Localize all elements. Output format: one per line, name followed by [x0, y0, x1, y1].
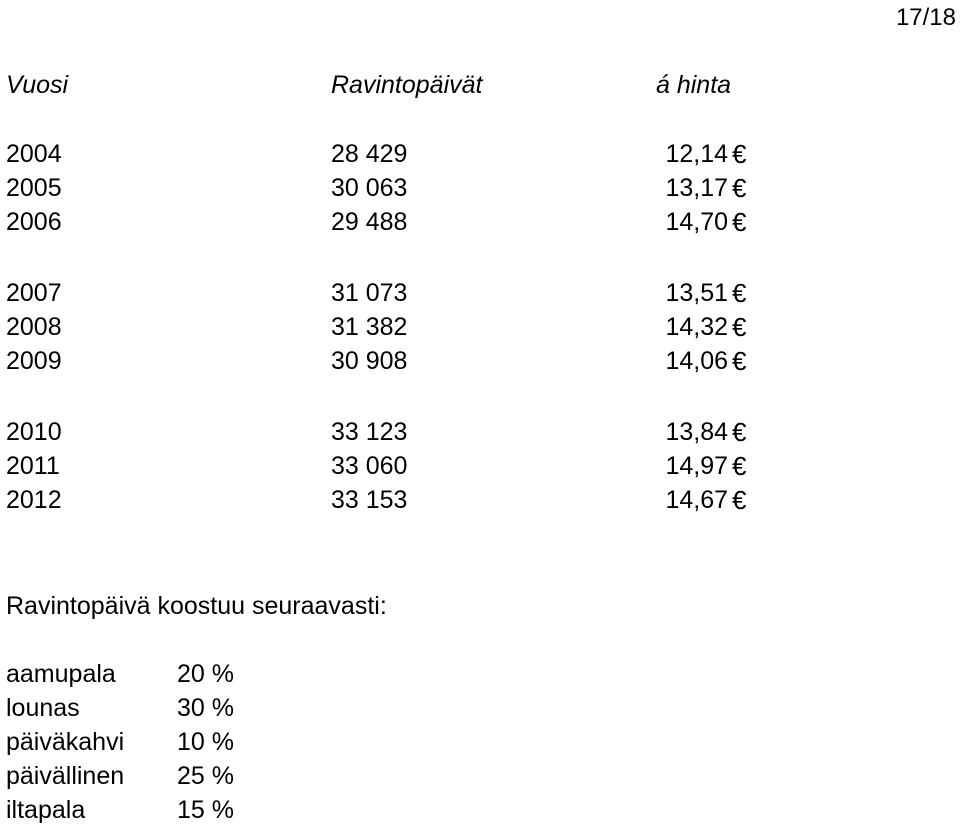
list-item — [0, 759, 400, 793]
euro-icon: € — [732, 312, 747, 342]
table-row — [0, 171, 960, 205]
list-item — [0, 691, 400, 725]
cell-price: 14,06 — [665, 347, 728, 375]
cell-year: 2005 — [6, 174, 62, 202]
meal-name: aamupala — [6, 660, 116, 688]
table-row — [0, 483, 960, 517]
meal-name: päivällinen — [6, 762, 125, 790]
cell-price: 14,32 — [665, 313, 728, 341]
cell-days: 29 488 — [331, 208, 408, 236]
euro-icon: € — [732, 207, 747, 237]
table-row — [0, 415, 960, 449]
cell-year: 2012 — [6, 486, 62, 514]
meal-share: 10 % — [177, 728, 234, 756]
cell-price: 14,70 — [665, 208, 728, 236]
list-item — [0, 793, 400, 827]
cell-days: 33 060 — [331, 452, 408, 480]
euro-icon: € — [732, 417, 747, 447]
list-item — [0, 725, 400, 759]
cell-year: 2009 — [6, 347, 62, 375]
cell-days: 30 908 — [331, 347, 408, 375]
cell-price: 13,51 — [665, 279, 728, 307]
cell-days: 31 382 — [331, 313, 408, 341]
cell-year: 2006 — [6, 208, 62, 236]
table-row — [0, 449, 960, 483]
cell-price: 12,14 — [665, 140, 728, 168]
meal-name: iltapala — [6, 796, 86, 824]
euro-icon: € — [732, 346, 747, 376]
euro-icon: € — [732, 278, 747, 308]
table-row — [0, 344, 960, 378]
cell-days: 31 073 — [331, 279, 408, 307]
meal-share: 25 % — [177, 762, 234, 790]
euro-icon: € — [732, 485, 747, 515]
meal-share: 30 % — [177, 694, 234, 722]
table-row — [0, 276, 960, 310]
cell-year: 2004 — [6, 140, 62, 168]
table-row — [0, 137, 960, 171]
table-row — [0, 205, 960, 239]
euro-icon: € — [732, 451, 747, 481]
meal-share: 20 % — [177, 660, 234, 688]
cell-days: 33 123 — [331, 418, 408, 446]
cell-price: 14,67 — [665, 486, 728, 514]
cell-year: 2007 — [6, 279, 62, 307]
cell-price: 13,84 — [665, 418, 728, 446]
cell-year: 2010 — [6, 418, 62, 446]
meal-share: 15 % — [177, 796, 234, 824]
header-price: á hinta — [656, 71, 732, 99]
cell-price: 14,97 — [665, 452, 728, 480]
meal-name: päiväkahvi — [6, 728, 125, 756]
euro-icon: € — [732, 139, 747, 169]
cell-days: 30 063 — [331, 174, 408, 202]
meal-name: lounas — [6, 694, 80, 722]
composition-intro: Ravintopäivä koostuu seuraavasti: — [6, 592, 387, 620]
header-year: Vuosi — [6, 71, 69, 99]
list-item — [0, 657, 400, 691]
euro-icon: € — [732, 173, 747, 203]
cell-days: 28 429 — [331, 140, 408, 168]
cell-price: 13,17 — [665, 174, 728, 202]
table-row — [0, 310, 960, 344]
page-number: 17/18 — [895, 4, 956, 31]
cell-days: 33 153 — [331, 486, 408, 514]
header-days: Ravintopäivät — [331, 71, 483, 99]
cell-year: 2011 — [6, 452, 60, 480]
cell-year: 2008 — [6, 313, 62, 341]
